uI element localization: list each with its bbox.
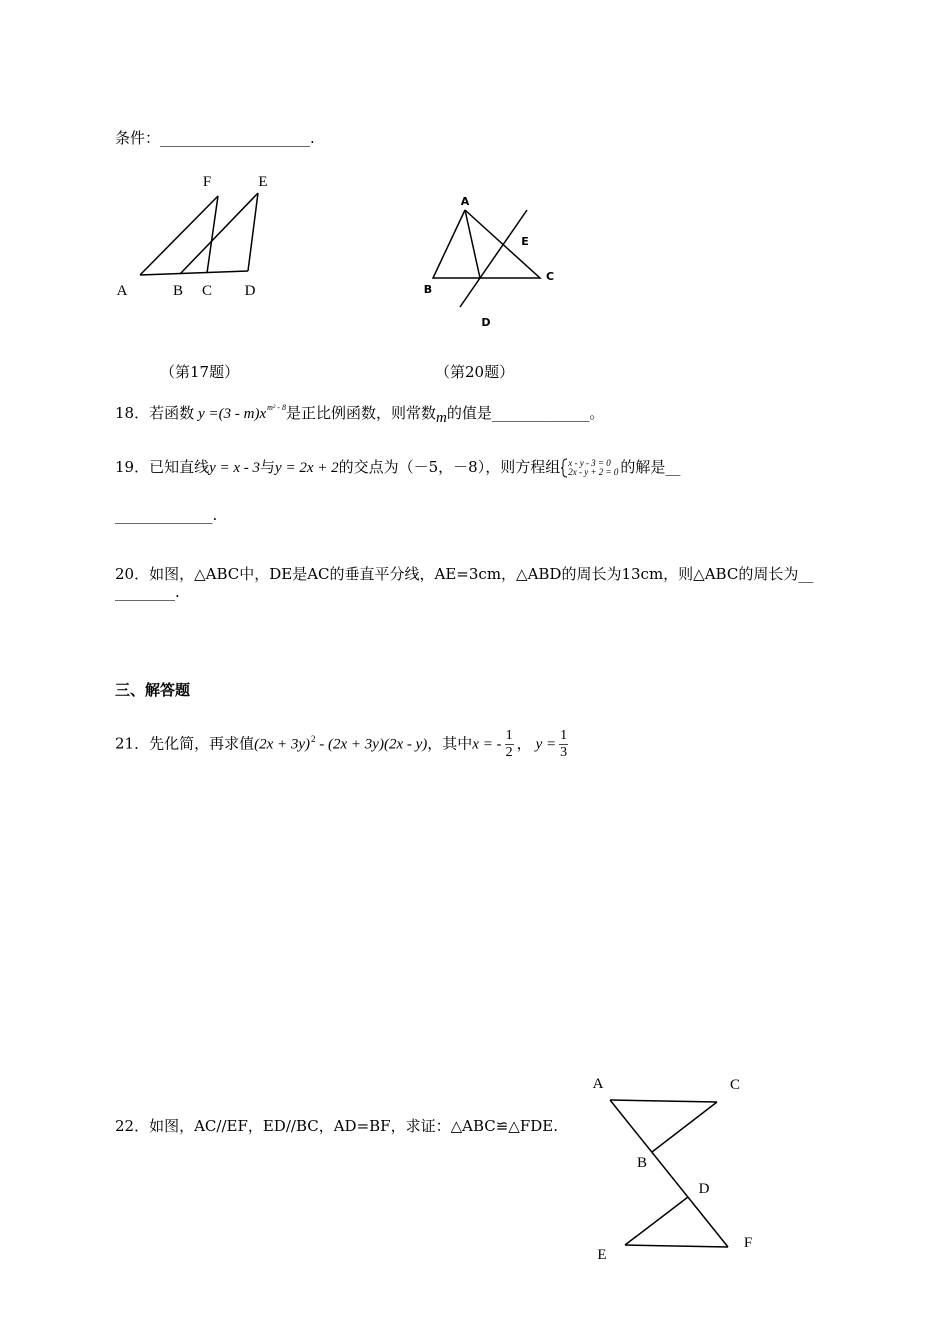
q19-line1: y = x - 3 [209, 460, 261, 476]
figure-20 [415, 190, 565, 335]
q21-y-eq: y = [535, 736, 557, 753]
condition-blank: ____________________ [160, 129, 311, 147]
q18-prefix: 18．若函数 [115, 404, 195, 422]
label-C: C [201, 283, 213, 299]
q21-sep: ， [516, 734, 532, 753]
q18-blank: _____________ [491, 404, 590, 422]
segment-AF [610, 1100, 728, 1247]
q21-expr1: (2x + 3y) [254, 736, 311, 753]
q18-exponent: m² - 8 [267, 403, 286, 412]
label-B: B [423, 283, 433, 296]
q19-equation-system [568, 459, 618, 477]
label-B: B [636, 1155, 648, 1171]
q18-end: 。 [589, 404, 605, 422]
label-A: A [116, 283, 128, 299]
label-E: E [597, 1247, 607, 1263]
condition-label: 条件： [115, 129, 161, 147]
line-DE [460, 210, 527, 307]
label-D: D [481, 316, 491, 329]
label-F: F [743, 1235, 753, 1251]
q17-condition-line [115, 128, 315, 148]
segment-AD [465, 210, 480, 278]
segment-AD [140, 271, 248, 275]
q21-y-fraction [559, 728, 568, 761]
label-F: F [202, 174, 212, 190]
figure-17 [110, 165, 280, 300]
q19-conj: 与 [260, 458, 276, 476]
q19-equation-1: x - y - 3 = 0 [568, 458, 611, 468]
label-C: C [729, 1077, 741, 1093]
segment-BE [180, 193, 258, 274]
label-E: E [258, 174, 268, 190]
x-denominator: 2 [505, 745, 513, 760]
brace-icon [560, 458, 568, 478]
q19-blank: _____________ [115, 506, 213, 524]
q19-prefix: 19．已知直线 [115, 458, 210, 476]
q21-mid: ，其中 [427, 734, 473, 753]
question-22: 22．如图，AC//EF，ED//BC，AD=BF，求证：△ABC≌△FDE. [115, 1117, 558, 1135]
caption-17: （第17题） [160, 363, 240, 381]
x-numerator: 1 [505, 728, 513, 743]
q21-x-eq: x = - [472, 736, 502, 753]
q18-variable: m [435, 410, 447, 426]
question-18 [115, 398, 604, 428]
segment-ED [248, 193, 258, 271]
y-denominator: 3 [560, 745, 568, 760]
label-D: D [698, 1181, 710, 1197]
segment-AC [610, 1100, 717, 1102]
label-A: A [592, 1076, 604, 1092]
question-20: 20．如图，△ABC中，DE是AC的垂直平分线，AE=3cm，△ABD的周长为13cm，则△ABC的周长为__ [115, 565, 814, 583]
label-C: C [545, 270, 555, 283]
q18-expression: y =(3 - m)x [198, 406, 267, 422]
q20-end: . [175, 583, 180, 601]
section-title: 三、解答题 [115, 681, 191, 699]
segment-ED [625, 1197, 688, 1245]
y-numerator: 1 [560, 728, 568, 743]
q19-middle: 的交点为（－5，－8），则方程组 [338, 458, 561, 476]
q21-exponent: 2 [311, 733, 316, 744]
q18-suffix: 的值是 [446, 404, 492, 422]
condition-end: . [310, 129, 315, 147]
label-A: A [460, 195, 470, 208]
q18-middle: 是正比例函数，则常数 [285, 404, 436, 422]
segment-AF [140, 196, 218, 275]
q19-line2: y = 2x + 2 [275, 460, 339, 476]
segment-CB [652, 1102, 717, 1152]
segment-FC [207, 196, 218, 273]
q19-equation-2: 2x - y + 2 = 0 [568, 467, 619, 477]
q20-blank: ________ [115, 583, 175, 601]
question-20-continued [115, 582, 180, 602]
question-19 [115, 457, 680, 478]
question-19-continued [115, 505, 217, 525]
segment-EF [625, 1245, 728, 1247]
q21-expr2: - (2x + 3y)(2x - y) [315, 736, 428, 753]
q21-prefix: 21．先化简，再求值 [115, 734, 255, 753]
caption-20: （第20题） [435, 363, 515, 381]
label-E: E [521, 235, 529, 248]
question-21 [115, 728, 571, 761]
q19-end: . [212, 506, 218, 524]
figure-22 [590, 1070, 760, 1265]
q21-x-fraction [505, 728, 514, 761]
q19-suffix: 的解是__ [620, 458, 681, 476]
label-B: B [172, 283, 184, 299]
label-D: D [244, 283, 256, 299]
